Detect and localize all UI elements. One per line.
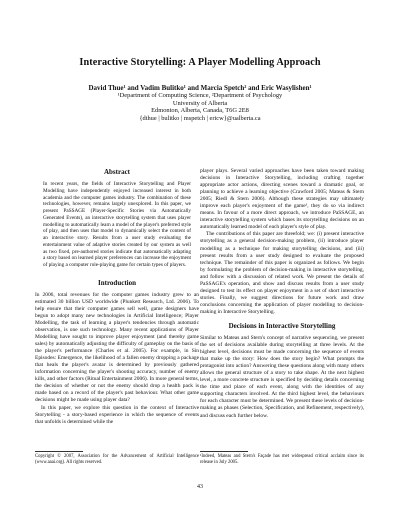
left-column (35, 168, 199, 426)
copyright-text: Copyright © 2007, Association for the Advancement of Artificial Intelligence (www.aaai.org). All rights reserved. (35, 454, 199, 465)
footnote-divider (200, 451, 248, 452)
abstract-text: In recent years, the fields of Interactive Storytelling and Player Modelling have independently enjoyed increased interest in both academia and the computer games industry. The combination of these technologies, however, remains largely unexplored. In this paper, we present PaSSAGE (Player-Specific Stories via Automatically Generated Events), an interactive storytelling system that uses player modelling to automatically learn a model of the player's preferred style of play, and then uses that model to dynamically select the content of an interactive story. Results from a user study evaluating the entertainment value of adaptive stories created by our system as well as two fixed, pre-authored stories indicate that automatically adapting a story based on learned player preferences can increase the enjoyment of playing a computer role-playing game for certain types of players. (43, 181, 191, 268)
right-column (200, 168, 364, 420)
footnote-text: ¹Indeed, Mateas and Stern's Façade has met widespread critical acclaim since its release in July 2005. (200, 454, 364, 465)
decisions-heading: Decisions in Interactive Storytelling (228, 321, 336, 330)
introduction-heading: Introduction (98, 278, 136, 287)
abstract-heading: Abstract (103, 168, 131, 176)
footnote (200, 448, 364, 466)
intro-paragraph-1: In 2006, total revenues for the computer games industry grew to an estimated 30 billion USD worldwide (Plunkett Research, Ltd. 2006). To help ensure that their computer games sell well, game designers have begun to adopt many new technologies in Artificial Intelligence; Player Modelling, the task of learning a player's tendencies through automatic observation, is one such technology. Many recent applications of Player Modelling have sought to improve player enjoyment (and thereby game sales) by automatically adjusting the difficulty of gameplay on the basis of the player's performance (Charles et al. 2005). For example, in Sin Episodes: Emergence, the likelihood of a fallen enemy dropping a package that heals the player's avatar is determined by previously gathered information concerning the player's shooting accuracy, number of enemy kills, and other factors (Ritual Entertainment 2006). In more general terms, the decision of whether or not the enemy should drop a health pack is made based on a record of the player's past behaviour. What other game decisions might be made using player data? (35, 291, 199, 404)
location: Edmonton, Alberta, Canada, T6G 2E8 (151, 107, 249, 115)
copyright-notice (35, 448, 199, 466)
copyright-divider (35, 451, 83, 452)
author-names: David Thue¹ and Vadim Bulitko¹ and Marcia Spetch² and Eric Wasylishen¹ (88, 84, 312, 92)
university: University of Alberta (172, 99, 228, 107)
decisions-paragraph-1: Similar to Mateas and Stern's concept of narrative sequencing, we present the set of decisions available during storytelling at three levels. At the highest level, decisions must be made concerning the sequence of events that make up the story: How does the story begin? What prompts the protagonist into action? Answering these questions along with many others allows the general structure of a story to take shape. At the next highest level, a more concrete structure is specified by deciding details concerning the time and place of each event, along with the identities of any supporting characters involved. At the third highest level, the behaviours for each character must be determined. We present these levels of decision-making as phases (Selection, Specification, and Refinement, respectively), and discuss each further below. (200, 334, 364, 419)
right-paragraph-1: player plays. Several varied approaches have been taken toward making decisions in Interactive Storytelling, including crafting together appropriate actor actions, directing scenes toward a dramatic goal, or planning to achieve a learning objective (Crawford 2005; Mateas & Stern 2005; Riedl & Stern 2006). Although these strategies may ultimately improve each player's enjoyment of the game¹, they do so via indirect means. In favour of a more direct approach, we introduce PaSSAGE, an interactive storytelling system which bases its storytelling decisions on an automatically learned model of each player's style of play. (200, 168, 364, 231)
affiliation: ¹Department of Computing Science, ²Department of Psychology (117, 92, 283, 100)
intro-paragraph-2: In this paper, we explore this question in the context of Interactive Storytelling - a story-based experience in which the sequence of events that unfolds is determined while the (35, 404, 199, 425)
author-emails: {dthue | bulitko | mspetch | ericw}@ualberta.ca (139, 114, 261, 122)
author-block (0, 85, 400, 122)
page-number: 43 (197, 484, 203, 490)
paper-title: Interactive Storytelling: A Player Modelling Approach (79, 57, 321, 68)
right-paragraph-2: The contributions of this paper are threefold; we: (i) present interactive storytelling as a general decision-making problem, (ii) introduce player modelling as a technique for making storytelling decisions, and (iii) present results from a user study designed to evaluate the proposed technique. The remainder of this paper is organized as follows. We begin by formulating the problem of decision-making in interactive storytelling, and follow with a discussion of related work. We present the details of PaSSAGE's operation, and show and discuss results from a user study designed to test its effect on player enjoyment in a set of short interactive stories. Finally, we suggest directions for future work and draw conclusions concerning the application of player modelling to decision-making in Interactive Storytelling. (200, 231, 364, 315)
